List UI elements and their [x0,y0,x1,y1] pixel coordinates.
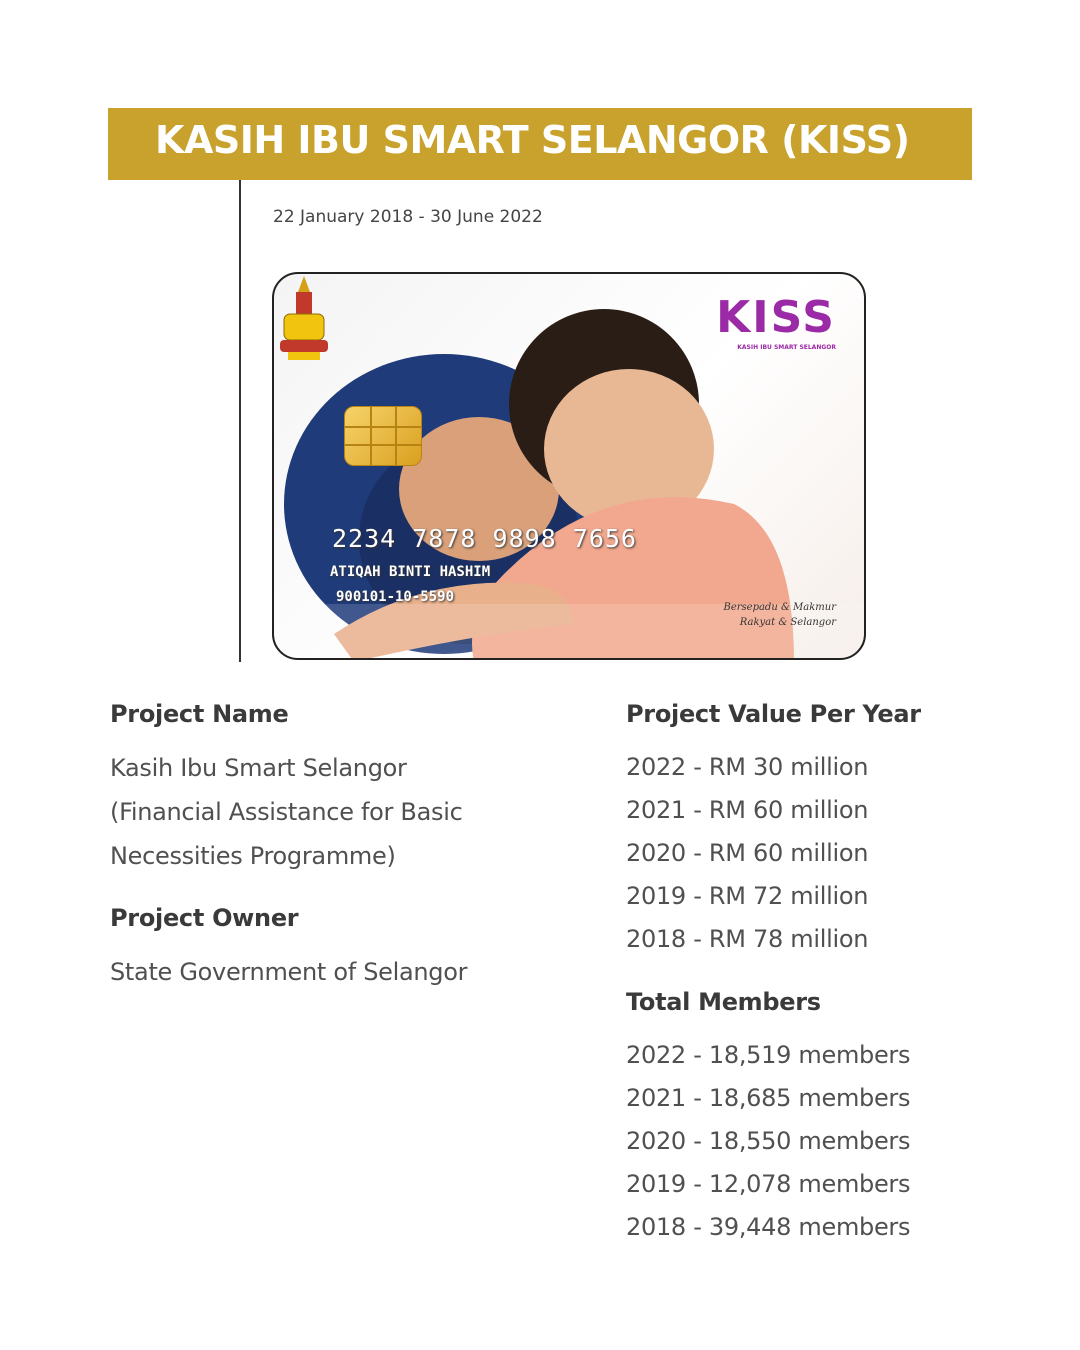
card-holder-id: 900101-10-5590 [336,589,455,605]
project-owner-heading: Project Owner [110,904,299,932]
list-item: 2021 - 18,685 members [626,1084,911,1112]
total-members-list [626,1034,910,1249]
title-banner [108,108,972,180]
project-dates: 22 January 2018 - 30 June 2022 [273,207,543,227]
project-name-value: Kasih Ibu Smart Selangor (Financial Assistance for Basic Necessities Programme) [110,754,463,870]
list-item: 2020 - 18,550 members [626,1127,911,1155]
kiss-logo: KISS [716,292,836,343]
kiss-card-image [272,272,866,660]
project-value-list [626,746,868,961]
list-item: 2018 - 39,448 members [626,1213,911,1241]
list-item: 2019 - RM 72 million [626,882,869,910]
page-title: KASIH IBU SMART SELANGOR (KISS) [155,118,910,162]
project-name-heading: Project Name [110,700,289,728]
list-item: 2022 - 18,519 members [626,1041,911,1069]
card-chip-icon [344,406,422,466]
total-members-heading: Total Members [626,988,821,1016]
list-item: 2020 - RM 60 million [626,839,869,867]
list-item: 2022 - RM 30 million [626,753,869,781]
list-item: 2019 - 12,078 members [626,1170,911,1198]
project-value-heading: Project Value Per Year [626,700,921,728]
selangor-crest-icon [274,274,334,366]
project-owner-value: State Government of Selangor [110,958,468,986]
card-motto: Bersepadu & Makmur Rakyat & Selangor [723,602,836,628]
vertical-divider [239,180,241,662]
list-item: 2018 - RM 78 million [626,925,869,953]
kiss-logo-subtitle: KASIH IBU SMART SELANGOR [737,344,836,351]
card-number: 2234 7878 9898 7656 [332,524,637,553]
list-item: 2021 - RM 60 million [626,796,869,824]
card-holder-name: ATIQAH BINTI HASHIM [330,564,491,580]
